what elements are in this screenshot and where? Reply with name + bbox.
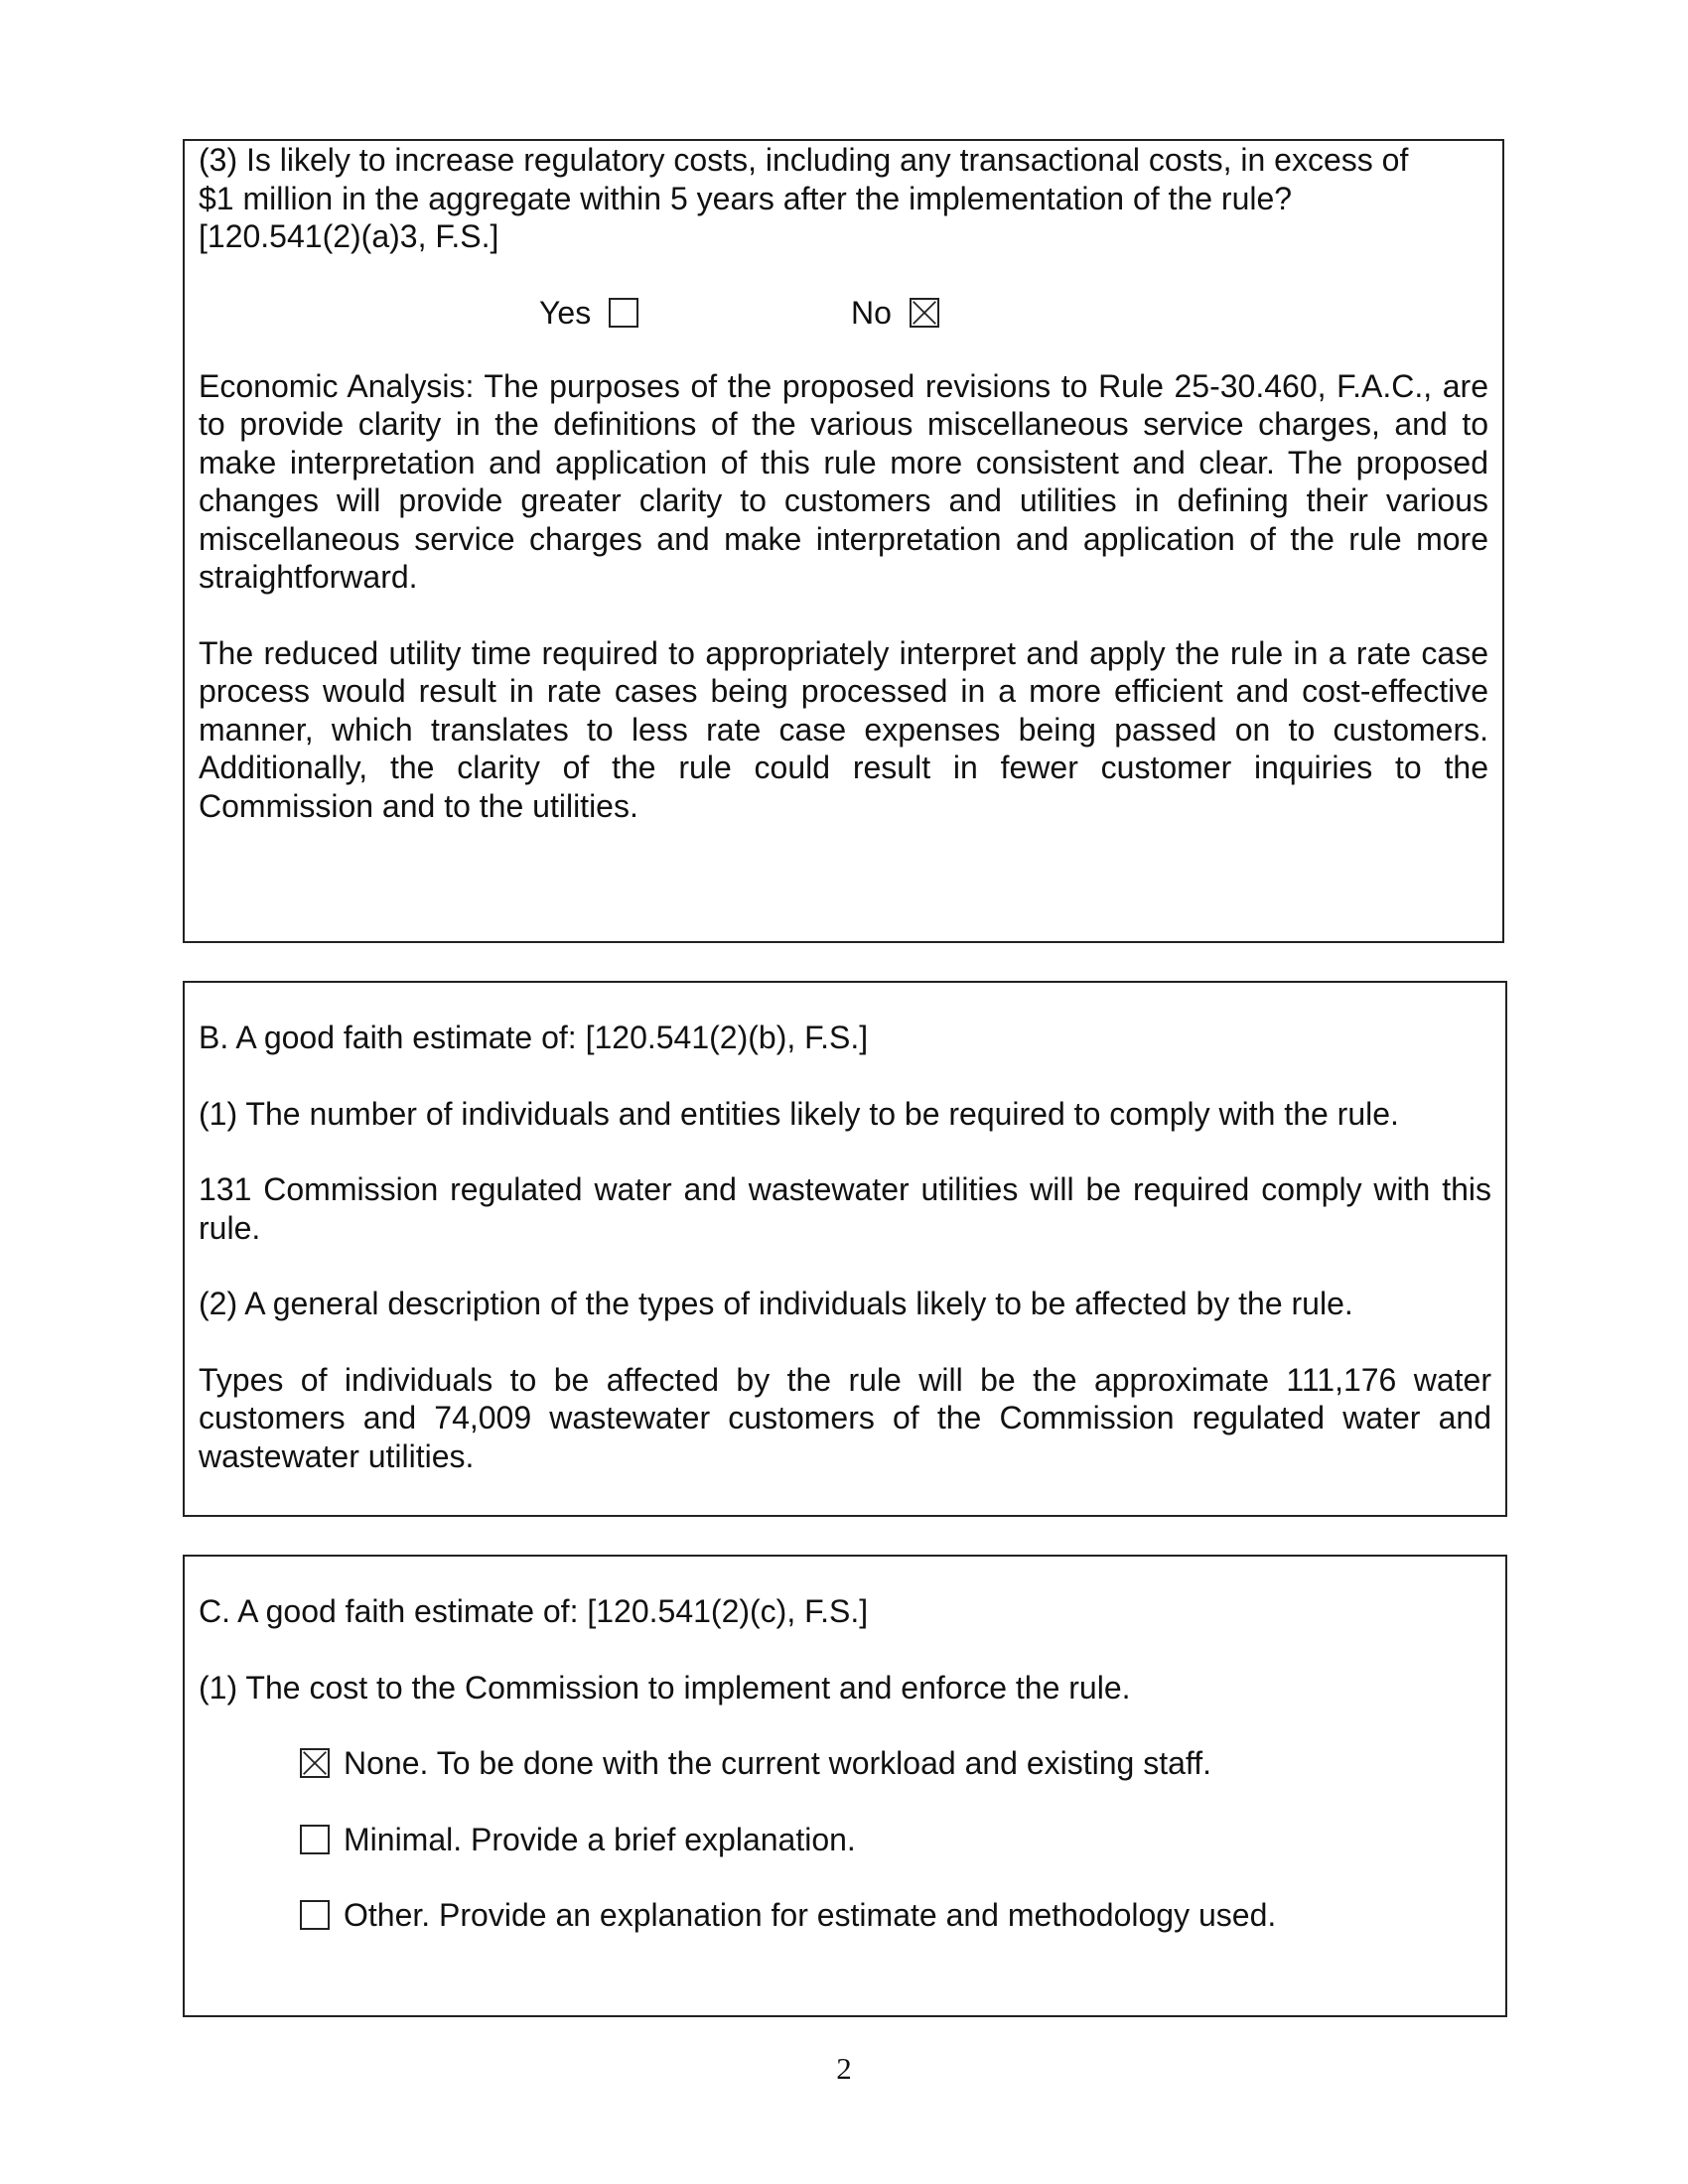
section-a-box bbox=[183, 139, 1504, 943]
option-other-label: Other. Provide an explanation for estimate and methodology used. bbox=[344, 1897, 1277, 1933]
question-3: (3) Is likely to increase regulatory costs, including any transactional costs, in excess of $1 million in the aggregate within 5 years after the implementation of the rule? [120.541(2)(a)3, F.S.] bbox=[199, 142, 1409, 254]
no-checkbox[interactable] bbox=[910, 298, 939, 328]
check-x-icon bbox=[302, 1750, 328, 1776]
option-none-checkbox[interactable] bbox=[300, 1748, 330, 1778]
section-c-box bbox=[183, 1555, 1507, 2017]
option-other[interactable] bbox=[300, 1896, 1491, 1935]
no-label: No bbox=[851, 294, 892, 331]
reduced-time-paragraph: The reduced utility time required to appropriately interpret and apply the rule in a rate case process would result in rate cases being processed in a more efficient and cost-effective manner, which translates to less rate case expenses being passed on to customers. Additionally, the clarity of the rule could result in fewer customer inquiries to the Commission and to the utilities. bbox=[199, 634, 1488, 824]
section-c-question-1: (1) The cost to the Commission to implement and enforce the rule. bbox=[199, 1669, 1131, 1706]
yes-checkbox[interactable] bbox=[609, 298, 638, 328]
option-minimal[interactable] bbox=[300, 1821, 1491, 1859]
yes-no-row bbox=[199, 294, 1488, 334]
section-c-heading: C. A good faith estimate of: [120.541(2)(c), F.S.] bbox=[199, 1593, 869, 1629]
section-b-heading: B. A good faith estimate of: [120.541(2)(b), F.S.] bbox=[199, 1020, 869, 1055]
section-b-answer-1: 131 Commission regulated water and wastewater utilities will be required comply with this rule. bbox=[199, 1171, 1491, 1246]
section-b-answer-2: Types of individuals to be affected by the rule will be the approximate 111,176 water customers and 74,009 wastewater customers of the Commission regulated water and wastewater utilities. bbox=[199, 1361, 1491, 1474]
section-b-question-1: (1) The number of individuals and entities likely to be required to comply with the rule. bbox=[199, 1095, 1399, 1132]
yes-label: Yes bbox=[539, 294, 592, 331]
check-x-icon bbox=[912, 300, 937, 326]
page-number: 2 bbox=[836, 2051, 852, 2086]
economic-analysis-paragraph: Economic Analysis: The purposes of the proposed revisions to Rule 25-30.460, F.A.C., are to provide clarity in the definitions of the various miscellaneous service charges, and to make interpretation and application of this rule more consistent and clear. The proposed changes will provide greater clarity to customers and utilities in defining their various miscellaneous service charges and make interpretation and application of the rule more straightforward. bbox=[199, 367, 1488, 595]
option-none[interactable] bbox=[300, 1744, 1491, 1783]
section-b-box bbox=[183, 981, 1507, 1517]
option-other-checkbox[interactable] bbox=[300, 1900, 330, 1930]
option-minimal-label: Minimal. Provide a brief explanation. bbox=[344, 1821, 856, 1857]
yes-option[interactable] bbox=[539, 294, 638, 333]
option-minimal-checkbox[interactable] bbox=[300, 1825, 330, 1854]
no-option[interactable] bbox=[851, 294, 939, 333]
option-none-label: None. To be done with the current workload and existing staff. bbox=[344, 1745, 1212, 1781]
section-b-question-2: (2) A general description of the types of individuals likely to be affected by the rule. bbox=[199, 1286, 1353, 1321]
